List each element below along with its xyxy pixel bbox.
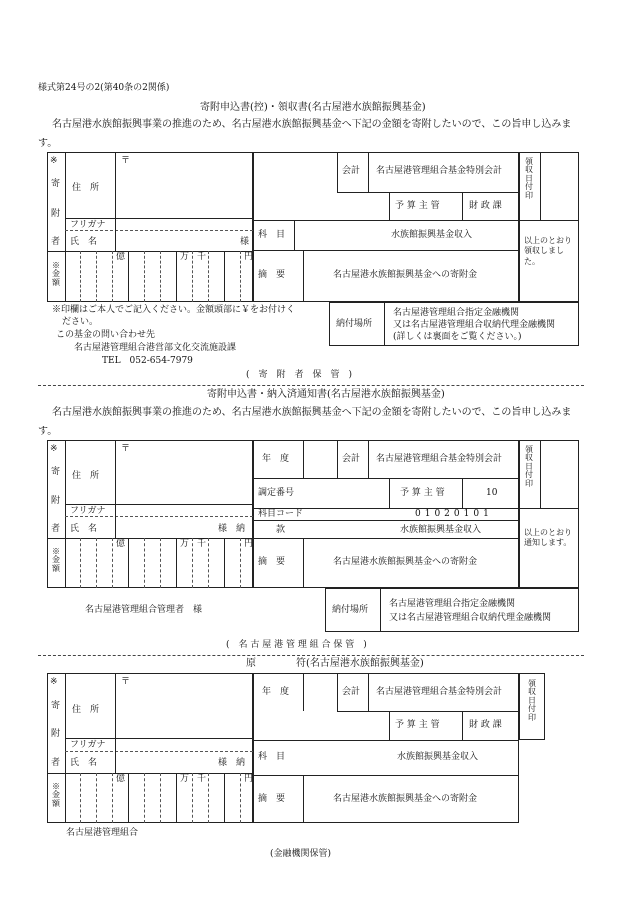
s3-keep: (金融機関保管) (270, 849, 332, 859)
donor-label-1: 寄 (51, 179, 61, 189)
cut-line-1 (38, 385, 584, 386)
kamoku-code-value: 01020101 (415, 509, 493, 519)
nendo-label-3: 年 度 (262, 687, 290, 697)
contact-tel: TEL 052-654-7979 (102, 356, 193, 366)
kan-label: 款 (276, 525, 286, 535)
tekiyo-value: 名古屋港水族館振興基金への寄附金 (333, 270, 478, 280)
intro-text: 名古屋港水族館振興事業の推進のため、名古屋港水族館振興基金へ下記の金額を寄附したいので、この旨申し込みま (52, 119, 572, 130)
unit-en: 円 (244, 252, 254, 262)
address-label-2: 住 所 (72, 471, 100, 481)
ten-value: 10 (486, 488, 498, 498)
section1-title: 寄附申込書(控)・領収書(名古屋港水族館振興基金) (200, 102, 426, 113)
mark-2: ※ (50, 444, 58, 454)
cut-line-2 (38, 655, 584, 656)
intro-end-2: す。 (38, 426, 58, 437)
postal-mark: 〒 (121, 156, 131, 166)
s1-keep: ( 寄 附 者 保 管 ) (246, 370, 353, 380)
kuchiban-label: 調定番号 (258, 488, 295, 498)
unit3-man: 万 (180, 774, 190, 784)
furigana-label-2: フリガナ (70, 506, 106, 516)
payment2-line-1: 名古屋港管理組合指定金融機関 (389, 599, 516, 609)
notify-note: 以上のとおり通知します。 (524, 528, 572, 548)
payment-line-1: 名古屋港管理組合指定金融機関 (393, 308, 520, 318)
payment-place-label-2: 納付場所 (332, 605, 369, 615)
postal-mark-2: 〒 (121, 444, 131, 454)
note-line-2: ださい。 (62, 317, 99, 327)
donor3-label-1: 寄 (51, 701, 61, 711)
section2-title: 寄附申込書・納入済通知書(名古屋港水族館振興基金) (207, 389, 445, 400)
postal-mark-3: 〒 (121, 677, 131, 687)
furigana-label: フリガナ (70, 220, 106, 230)
manager-label: 名古屋港管理組合管理者 様 (85, 605, 203, 615)
mark: ※ (50, 156, 58, 166)
section3-title: 原 符(名古屋港水族館振興基金) (246, 658, 424, 669)
intro-text-2: 名古屋港水族館振興事業の推進のため、名古屋港水族館振興基金へ下記の金額を寄附したいので、この旨申し込みま (52, 407, 572, 418)
zaisei-label-3: 財 政 課 (469, 720, 502, 730)
sama-label: 様 (240, 237, 250, 247)
kaikei-label-2: 会計 (342, 454, 361, 464)
kamoku-label: 科 目 (258, 230, 286, 240)
amount-label-3: ※金額 (52, 782, 60, 808)
name-label: 氏 名 (70, 237, 98, 247)
donor-label-3: 者 (51, 237, 61, 247)
yosan-label-2: 予 算 主 管 (400, 488, 445, 498)
kamoku-code-label: 科目コード (258, 509, 304, 519)
payment2-line-2: 又は名古屋港管理組合収納代理金融機関 (389, 613, 552, 623)
kamoku-value: 水族館振興基金収入 (391, 230, 473, 240)
unit3-sen: 千 (197, 774, 207, 784)
kaikei-value-2: 名古屋港管理組合基金特別会計 (376, 454, 503, 464)
unit-oku: 億 (116, 252, 126, 262)
donor2-label-3: 者 (51, 524, 61, 534)
payment-place-label: 納付場所 (336, 319, 373, 329)
note-line-1: ※印欄はご本人でご記入ください。金額頭部に￥をお付けく (52, 305, 296, 315)
kaikei-value: 名古屋港管理組合基金特別会計 (376, 166, 503, 176)
mark-3: ※ (50, 677, 58, 687)
payment-line-3: (詳しくは裏面をご覧ください。) (393, 332, 522, 342)
donor2-label-2: 附 (51, 496, 61, 506)
tekiyo-value-3: 名古屋港水族館振興基金への寄附金 (333, 794, 478, 804)
unit2-oku: 億 (116, 539, 126, 549)
kamoku-value-2: 水族館振興基金収入 (400, 525, 482, 535)
sama-nou-label-3: 様 納 (218, 758, 246, 768)
receipt-date-label-3: 領収日付印 (528, 679, 536, 722)
intro-end: す。 (38, 138, 58, 149)
form-id: 様式第24号の2(第40条の2関係) (38, 83, 170, 93)
amount-label: ※金額 (52, 261, 60, 287)
address-label: 住 所 (72, 183, 100, 193)
kaikei-label: 会計 (342, 166, 361, 176)
furigana-label-3: フリガナ (70, 740, 106, 750)
tekiyo-label: 摘 要 (258, 270, 286, 280)
payment-line-2: 又は名古屋港管理組合収納代理金融機関 (393, 320, 556, 330)
unit-man: 万 (180, 252, 190, 262)
contact-dept: 名古屋港管理組合港営部文化交流施設課 (74, 343, 237, 353)
donor-label-2: 附 (51, 209, 61, 219)
s2-keep: ( 名 古 屋 港 管 理 組 合 保 管 ) (226, 640, 367, 650)
nendo-label: 年 度 (262, 454, 290, 464)
contact-title: この基金の問い合わせ先 (56, 330, 156, 340)
sama-nou-label: 様 納 (218, 524, 246, 534)
tekiyo-label-2: 摘 要 (258, 557, 286, 567)
kaikei-value-3: 名古屋港管理組合基金特別会計 (376, 687, 503, 697)
donor3-label-2: 附 (51, 729, 61, 739)
zaisei-label: 財 政 課 (469, 201, 502, 211)
kaikei-label-3: 会計 (342, 687, 361, 697)
name-label-2: 氏 名 (70, 524, 98, 534)
receipt-date-label: 領収日付印 (525, 157, 533, 200)
org-label: 名古屋港管理組合 (66, 828, 139, 838)
tekiyo-label-3: 摘 要 (258, 794, 286, 804)
received-note: 以上のとおり領収しました。 (524, 236, 572, 266)
unit3-oku: 億 (116, 774, 126, 784)
tekiyo-value-2: 名古屋港水族館振興基金への寄附金 (333, 557, 478, 567)
donor3-label-3: 者 (51, 758, 61, 768)
amount-label-2: ※金額 (52, 547, 60, 573)
receipt-date-label-2: 領収日付印 (525, 445, 533, 488)
unit2-man: 万 (180, 539, 190, 549)
name-label-3: 氏 名 (70, 758, 98, 768)
unit2-sen: 千 (197, 539, 207, 549)
yosan-label-3: 予 算 主 管 (395, 720, 440, 730)
address-label-3: 住 所 (72, 705, 100, 715)
kamoku-value-3: 水族館振興基金収入 (397, 752, 479, 762)
unit2-en: 円 (244, 539, 254, 549)
unit-sen: 千 (197, 252, 207, 262)
unit3-en: 円 (244, 774, 254, 784)
yosan-label: 予 算 主 管 (395, 201, 440, 211)
donor2-label-1: 寄 (51, 467, 61, 477)
kamoku-label-3: 科 目 (258, 752, 286, 762)
